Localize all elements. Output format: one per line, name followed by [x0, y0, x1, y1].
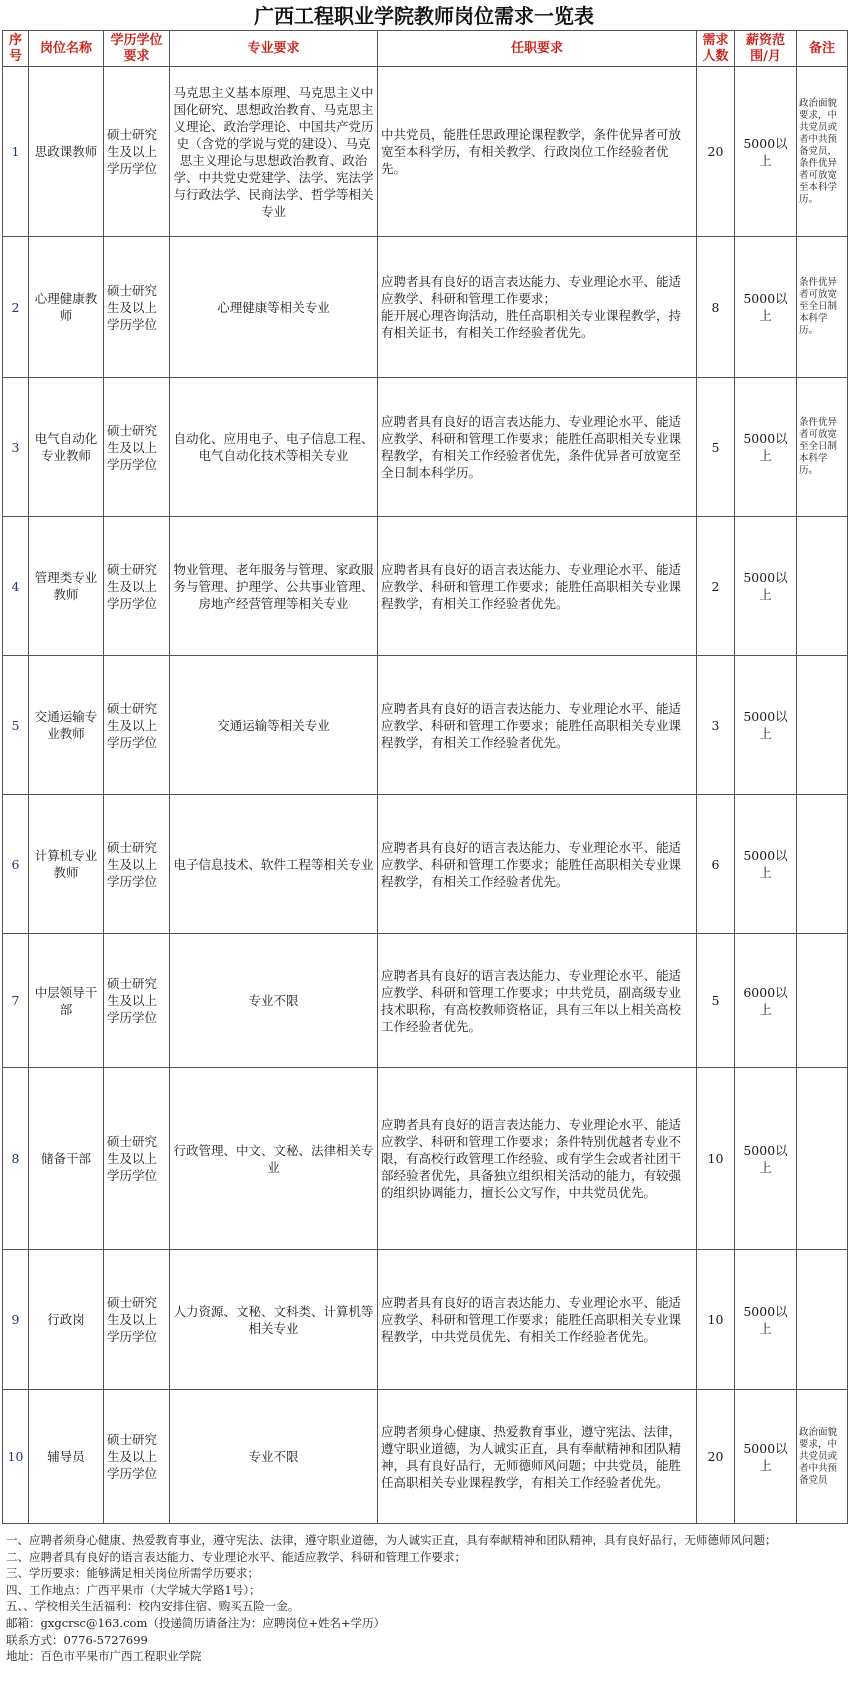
- row-count: 6: [697, 795, 735, 934]
- row-requirements: 应聘者须身心健康、热爱教育事业，遵守宪法、法律，遵守职业道德，为人诚实正直，具有奉献精神和团队精神，具有良好品行，无师德师风问题；中共党员，能胜任高职相关专业课程教学，有相关工作经验者优先。: [378, 1390, 697, 1524]
- row-requirements: 应聘者具有良好的语言表达能力、专业理论水平、能适应教学、科研和管理工作要求；能胜任高职相关专业课程教学，有相关工作经验者优先。: [378, 517, 697, 656]
- row-education: 硕士研究生及以上学历学位: [104, 237, 170, 378]
- header-position: 岗位名称: [29, 31, 104, 67]
- row-education: 硕士研究生及以上学历学位: [104, 795, 170, 934]
- table-row: [3, 517, 848, 656]
- row-education: 硕士研究生及以上学历学位: [104, 1068, 170, 1250]
- row-salary: 5000以上: [735, 517, 797, 656]
- row-position: 中层领导干部: [29, 934, 104, 1068]
- row-major: 行政管理、中文、文秘、法律相关专业: [170, 1068, 378, 1250]
- header-education: 学历学位要求: [104, 31, 170, 67]
- row-major: 专业不限: [170, 1390, 378, 1524]
- table-row: [3, 1390, 848, 1524]
- row-count: 20: [697, 1390, 735, 1524]
- table-row: [3, 378, 848, 517]
- row-requirements: 应聘者具有良好的语言表达能力、专业理论水平、能适应教学、科研和管理工作要求；能胜任高职相关专业课程教学，有相关工作经验者优先。: [378, 795, 697, 934]
- footer-notes: [6, 1532, 844, 1665]
- row-education: 硕士研究生及以上学历学位: [104, 1250, 170, 1390]
- row-position: 行政岗: [29, 1250, 104, 1390]
- table-row: [3, 656, 848, 795]
- row-no: 9: [3, 1250, 29, 1390]
- row-salary: 5000以上: [735, 237, 797, 378]
- table-row: [3, 237, 848, 378]
- row-note: 政治面貌要求，中共党员或者中共预备党员: [797, 1390, 848, 1524]
- row-no: 6: [3, 795, 29, 934]
- row-education: 硕士研究生及以上学历学位: [104, 378, 170, 517]
- row-major: 自动化、应用电子、电子信息工程、电气自动化技术等相关专业: [170, 378, 378, 517]
- row-note: 政治面貌要求，中共党员或者中共预备党员，条件优异者可放宽至本科学历。: [797, 67, 848, 237]
- row-salary: 5000以上: [735, 378, 797, 517]
- header-no: 序号: [3, 31, 29, 67]
- row-salary: 5000以上: [735, 795, 797, 934]
- row-position: 交通运输专业教师: [29, 656, 104, 795]
- row-count: 8: [697, 237, 735, 378]
- table-row: [3, 934, 848, 1068]
- row-no: 3: [3, 378, 29, 517]
- table-header-row: [3, 31, 848, 67]
- row-major: 交通运输等相关专业: [170, 656, 378, 795]
- row-requirements: 中共党员，能胜任思政理论课程教学，条件优异者可放宽至本科学历，有相关教学、行政岗位工作经验者优先。: [378, 67, 697, 237]
- row-major: 物业管理、老年服务与管理、家政服务与管理、护理学、公共事业管理、房地产经营管理等相关专业: [170, 517, 378, 656]
- header-major: 专业要求: [170, 31, 378, 67]
- row-education: 硕士研究生及以上学历学位: [104, 656, 170, 795]
- header-note: 备注: [797, 31, 848, 67]
- row-major: 心理健康等相关专业: [170, 237, 378, 378]
- header-salary: 薪资范围/月: [735, 31, 797, 67]
- row-education: 硕士研究生及以上学历学位: [104, 67, 170, 237]
- row-note: [797, 934, 848, 1068]
- footer-line: 邮箱：gxgcrsc@163.com（投递简历请备注为：应聘岗位+姓名+学历）: [6, 1615, 386, 1630]
- row-no: 4: [3, 517, 29, 656]
- row-requirements: 应聘者具有良好的语言表达能力、专业理论水平、能适应教学、科研和管理工作要求；能胜任高职相关专业课程教学，有相关工作经验者优先，条件优异者可放宽至全日制本科学历。: [378, 378, 697, 517]
- row-note: [797, 795, 848, 934]
- row-salary: 5000以上: [735, 1390, 797, 1524]
- row-count: 20: [697, 67, 735, 237]
- row-requirements: 应聘者具有良好的语言表达能力、专业理论水平、能适应教学、科研和管理工作要求；条件特别优越者专业不限，有高校行政管理工作经验、或有学生会或者社团干部经验者优先，具备独立组织相关活动的能力，有较强的组织协调能力，擅长公文写作，中共党员优先。: [378, 1068, 697, 1250]
- table-row: [3, 1250, 848, 1390]
- row-salary: 5000以上: [735, 67, 797, 237]
- row-no: 7: [3, 934, 29, 1068]
- row-position: 计算机专业教师: [29, 795, 104, 934]
- positions-table: [2, 30, 848, 1524]
- row-salary: 6000以上: [735, 934, 797, 1068]
- row-education: 硕士研究生及以上学历学位: [104, 934, 170, 1068]
- row-position: 思政课教师: [29, 67, 104, 237]
- row-major: 专业不限: [170, 934, 378, 1068]
- row-requirements: 应聘者具有良好的语言表达能力、专业理论水平、能适应教学、科研和管理工作要求； 能开展心理咨询活动，胜任高职相关专业课程教学，持有相关证书，有相关工作经验者优先。: [378, 237, 697, 378]
- row-no: 10: [3, 1390, 29, 1524]
- footer-line: 联系方式：0776-5727699: [6, 1632, 148, 1647]
- row-count: 5: [697, 934, 735, 1068]
- row-no: 2: [3, 237, 29, 378]
- row-position: 管理类专业教师: [29, 517, 104, 656]
- table-row: [3, 795, 848, 934]
- header-count: 需求人数: [697, 31, 735, 67]
- row-note: 条件优异者可放宽至全日制本科学历。: [797, 378, 848, 517]
- row-requirements: 应聘者具有良好的语言表达能力、专业理论水平、能适应教学、科研和管理工作要求；能胜任高职相关专业课程教学，中共党员优先、有相关工作经验者优先。: [378, 1250, 697, 1390]
- row-position: 电气自动化专业教师: [29, 378, 104, 517]
- row-count: 10: [697, 1250, 735, 1390]
- row-position: 心理健康教师: [29, 237, 104, 378]
- row-count: 2: [697, 517, 735, 656]
- footer-line: 三、学历要求：能够满足相关岗位所需学历要求；: [6, 1566, 259, 1581]
- row-major: 电子信息技术、软件工程等相关专业: [170, 795, 378, 934]
- row-position: 辅导员: [29, 1390, 104, 1524]
- row-salary: 5000以上: [735, 1250, 797, 1390]
- row-no: 8: [3, 1068, 29, 1250]
- row-note: [797, 1250, 848, 1390]
- row-position: 储备干部: [29, 1068, 104, 1250]
- footer-line: 四、工作地点：广西平果市（大学城大学路1号）；: [6, 1582, 261, 1597]
- header-requirements: 任职要求: [378, 31, 697, 67]
- row-major: 马克思主义基本原理、马克思主义中国化研究、思想政治教育、马克思主义理论、政治学理论、中国共产党历史（含党的学说与党的建设）、马克思主义理论与思想政治教育、政治学、中共党史党建学、法学、宪法学与行政法学、民商法学、哲学等相关专业: [170, 67, 378, 237]
- row-count: 10: [697, 1068, 735, 1250]
- row-count: 3: [697, 656, 735, 795]
- row-no: 5: [3, 656, 29, 795]
- row-requirements: 应聘者具有良好的语言表达能力、专业理论水平、能适应教学、科研和管理工作要求；中共党员，副高级专业技术职称，有高校教师资格证，具有三年以上相关高校工作经验者优先。: [378, 934, 697, 1068]
- footer-line: 二、应聘者具有良好的语言表达能力、专业理论水平、能适应教学、科研和管理工作要求；: [6, 1549, 466, 1564]
- row-education: 硕士研究生及以上学历学位: [104, 1390, 170, 1524]
- row-education: 硕士研究生及以上学历学位: [104, 517, 170, 656]
- table-row: [3, 67, 848, 237]
- footer-line: 地址：百色市平果市广西工程职业学院: [6, 1649, 202, 1664]
- row-note: [797, 1068, 848, 1250]
- row-note: [797, 517, 848, 656]
- row-note: [797, 656, 848, 795]
- page-title: 广西工程职业学院教师岗位需求一览表: [254, 4, 594, 28]
- row-salary: 5000以上: [735, 656, 797, 795]
- row-salary: 5000以上: [735, 1068, 797, 1250]
- row-count: 5: [697, 378, 735, 517]
- footer-line: 一、应聘者须身心健康、热爱教育事业，遵守宪法、法律，遵守职业道德，为人诚实正直，具有奉献精神和团队精神，具有良好品行，无师德师风问题；: [6, 1533, 777, 1547]
- row-no: 1: [3, 67, 29, 237]
- table-row: [3, 1068, 848, 1250]
- footer-line: 五、、学校相关生活福利：校内安排住宿、购买五险一金。: [6, 1599, 300, 1614]
- row-major: 人力资源、文秘、文科类、计算机等相关专业: [170, 1250, 378, 1390]
- row-note: 条件优异者可放宽至全日制本科学历。: [797, 237, 848, 378]
- row-requirements: 应聘者具有良好的语言表达能力、专业理论水平、能适应教学、科研和管理工作要求；能胜任高职相关专业课程教学，有相关工作经验者优先。: [378, 656, 697, 795]
